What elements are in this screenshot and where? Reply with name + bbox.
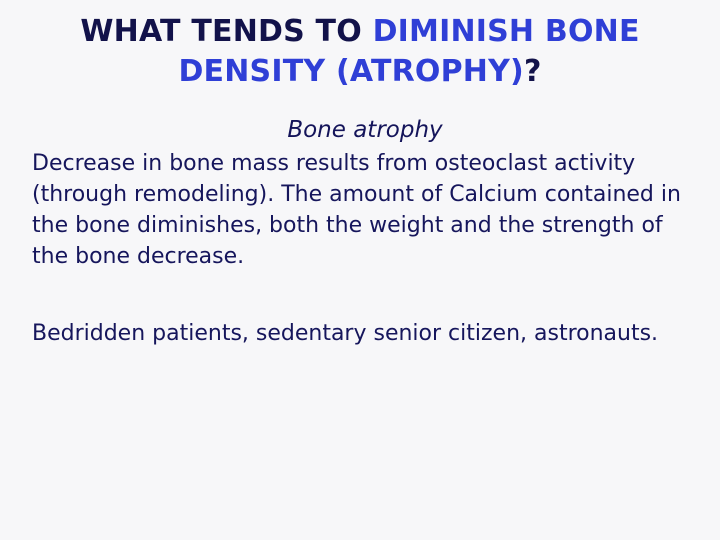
title-part-dark: WHAT TENDS TO [80,14,373,49]
body-paragraph-examples: Bedridden patients, sedentary senior citizen, astronauts. [32,321,659,346]
title-question-mark: ? [523,54,542,89]
slide-subtitle: Bone atrophy [287,117,443,143]
body-paragraph-definition: Decrease in bone mass results from osteoclast activity (through remodeling). The amount of Calcium contained in the bone diminishes, both the weight and the strength of the bone decrease. [32,151,681,269]
title-part-accent: DIMINISH BONE DENSITY (ATROPHY) [178,14,640,89]
slide-title [20,12,700,92]
